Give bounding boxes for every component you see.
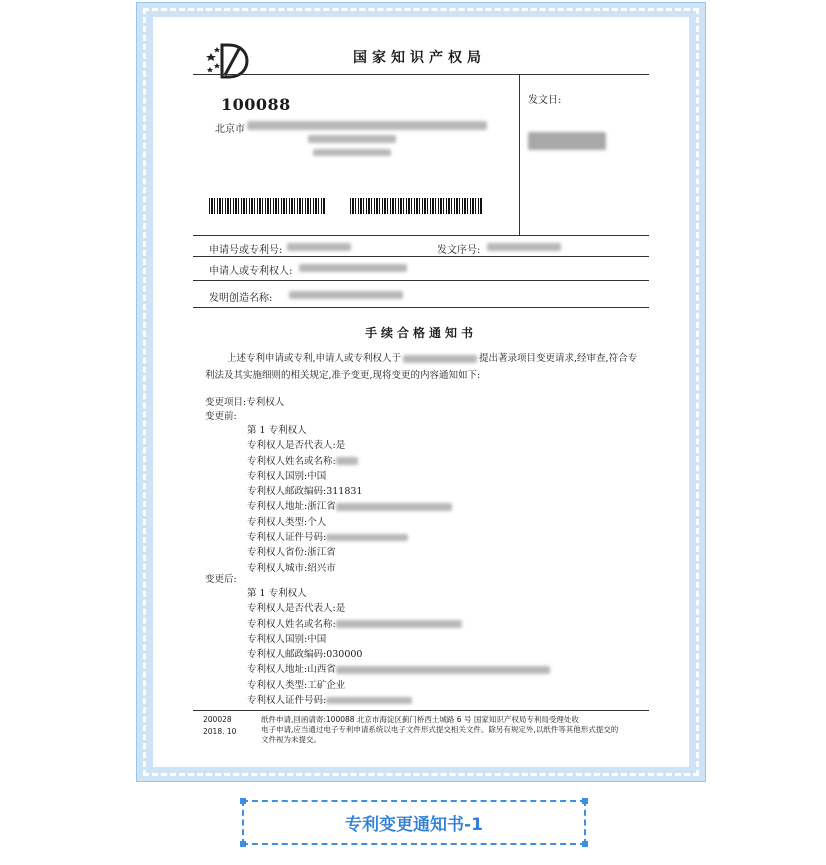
redacted-applicant	[299, 264, 407, 272]
before-item: 专利权人证件号码:	[247, 530, 452, 545]
redacted-before-address	[336, 503, 452, 511]
before-item: 专利权人邮政编码:311831	[247, 486, 363, 498]
after-item: 专利权人是否代表人:是	[247, 603, 346, 615]
barcode-left	[209, 198, 325, 214]
after-item: 专利权人邮政编码:030000	[247, 649, 363, 661]
row-rule-1	[193, 235, 649, 236]
intro-paragraph	[205, 350, 645, 384]
intro-part-2: 提出著录项目变更请求,经审查,符合专利法及其实施细则的相关规定,准予变更,现将变更的内容通知如下:	[205, 353, 638, 381]
footer-text	[261, 715, 651, 745]
redacted-address-line-3	[313, 149, 391, 156]
redacted-after-name	[336, 620, 462, 628]
row-rule-4	[193, 307, 649, 308]
caption-corner-dot	[582, 798, 588, 804]
caption-box	[242, 800, 586, 845]
row-rule-3	[193, 280, 649, 281]
address-city: 北京市	[215, 124, 245, 135]
issue-date-label: 发文日:	[528, 95, 562, 106]
footer-line-1: 纸件申请,回函请寄:100088 北京市海淀区蓟门桥西土城路 6 号 国家知识产权局专利局受理处收	[261, 715, 579, 724]
footer-rule	[193, 710, 649, 711]
before-item: 专利权人国别:中国	[247, 470, 327, 482]
after-item: 专利权人国别:中国	[247, 633, 327, 645]
before-item: 专利权人城市:绍兴市	[247, 562, 336, 574]
footer-code: 200028	[203, 715, 232, 724]
redacted-serial-no	[487, 243, 561, 251]
redacted-after-id	[326, 697, 412, 704]
redacted-request-date	[403, 355, 477, 363]
redacted-application-no	[287, 243, 351, 251]
redacted-address-line-1	[247, 121, 487, 130]
cnipa-logo-icon	[205, 39, 249, 83]
application-no-label: 申请号或专利号:	[209, 245, 283, 256]
before-item: 专利权人类型:个人	[247, 516, 327, 528]
caption-text: 专利变更通知书-1	[345, 815, 483, 835]
before-list	[247, 423, 452, 576]
redacted-issue-date	[528, 132, 606, 150]
before-item: 专利权人姓名或名称:	[247, 454, 452, 469]
document-frame	[136, 2, 706, 782]
after-item: 专利权人类型:工矿企业	[247, 679, 346, 691]
redacted-invention-title	[289, 291, 403, 299]
footer-line-2: 电子申请,应当通过电子专利申请系统以电子文件形式提交相关文件。除另有规定外,以纸件等其他形式提交的	[261, 725, 619, 734]
office-name: 国家知识产权局	[353, 50, 486, 66]
redacted-address-line-2	[308, 135, 396, 143]
notice-paper	[153, 17, 689, 767]
applicant-label: 申请人或专利权人:	[209, 266, 293, 277]
footer-date: 2018. 10	[203, 727, 237, 736]
before-label: 变更前:	[205, 411, 237, 422]
after-item: 专利权人证件号码:	[247, 693, 550, 708]
row-rule-2	[193, 256, 649, 257]
serial-no-label: 发文序号:	[437, 245, 481, 256]
caption-corner-dot	[240, 841, 246, 847]
after-list	[247, 586, 550, 708]
barcode-right	[350, 198, 482, 214]
after-label: 变更后:	[205, 574, 237, 585]
before-item: 专利权人是否代表人:是	[247, 440, 346, 452]
header-vertical-rule	[519, 74, 520, 235]
redacted-after-address	[336, 666, 550, 674]
change-item: 变更项目:专利权人	[205, 397, 285, 408]
header-top-rule	[193, 74, 649, 75]
redacted-before-id	[326, 534, 408, 541]
invention-title-label: 发明创造名称:	[209, 293, 273, 304]
notice-title: 手续合格通知书	[364, 326, 477, 340]
before-item: 专利权人地址:浙江省	[247, 499, 452, 514]
caption-corner-dot	[240, 798, 246, 804]
before-item: 专利权人省份:浙江省	[247, 547, 336, 559]
footer-line-3: 文件视为未提交。	[261, 735, 321, 744]
postal-code: 100088	[221, 95, 291, 114]
after-item: 专利权人姓名或名称:	[247, 617, 550, 632]
before-item: 第 1 专利权人	[247, 425, 307, 436]
redacted-before-name	[336, 457, 358, 465]
after-item: 专利权人地址:山西省	[247, 662, 550, 677]
caption-corner-dot	[582, 841, 588, 847]
intro-part-1: 上述专利申请或专利,申请人或专利权人于	[227, 353, 402, 364]
after-item: 第 1 专利权人	[247, 588, 307, 599]
